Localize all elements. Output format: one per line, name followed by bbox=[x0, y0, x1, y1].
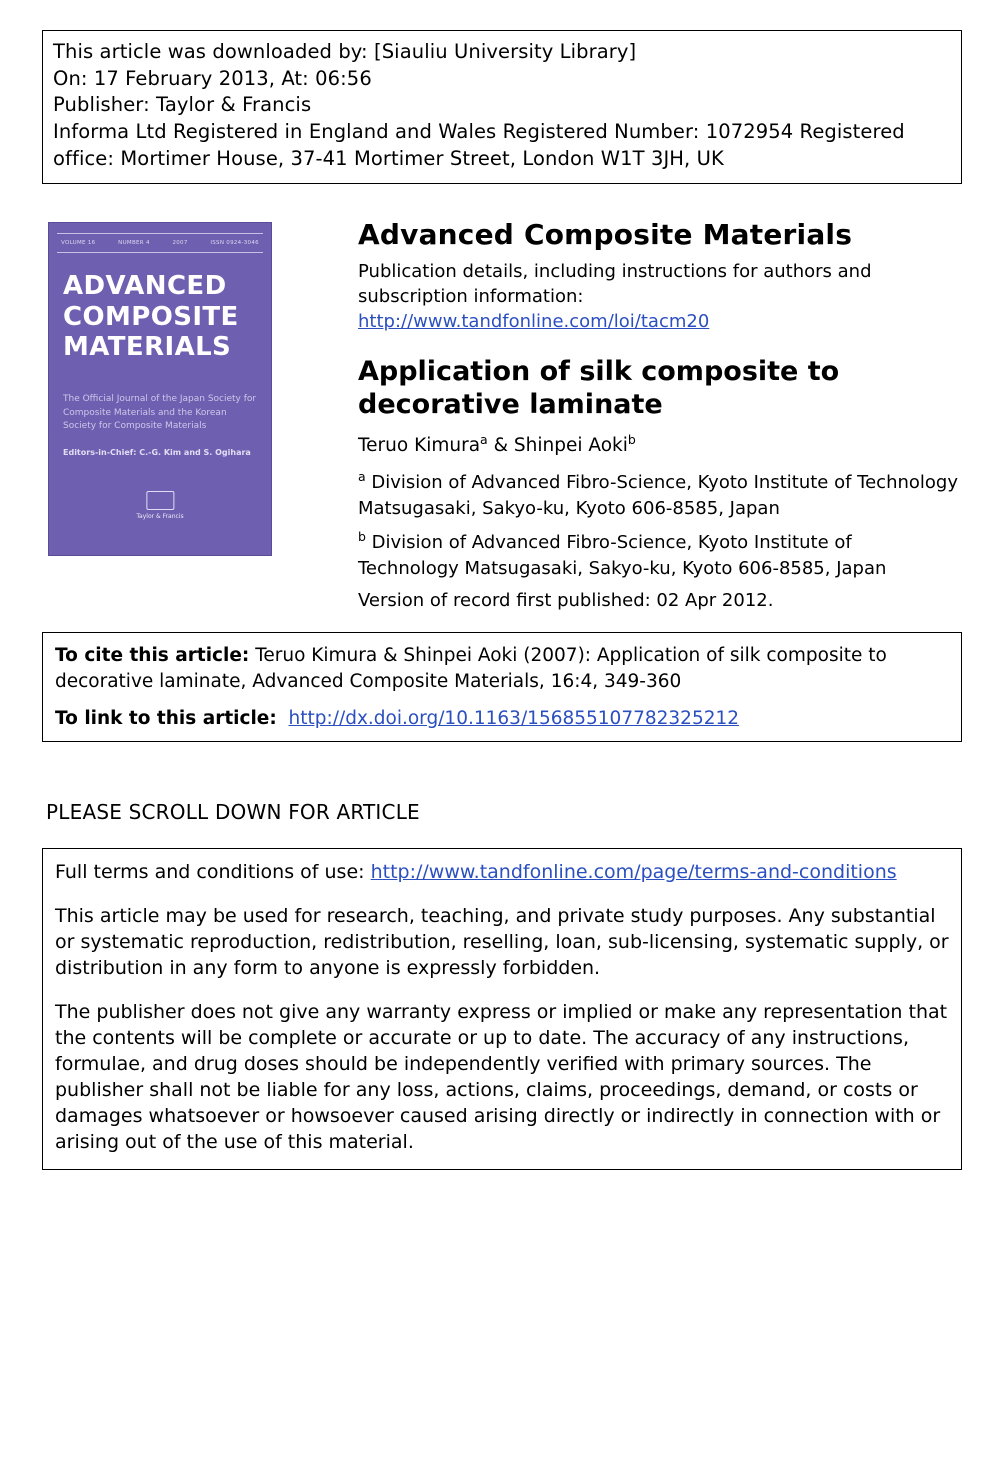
cover-publisher-logo bbox=[136, 491, 183, 521]
terms-paragraph-1: This article may be used for research, teaching, and private study purposes. Any substantial or systematic reproduction, redistribution, reselling, loan, sub-licensing, systematic supply, or distribution in any form to anyone is expressly forbidden. bbox=[55, 905, 949, 980]
cover-volume: VOLUME 16 bbox=[61, 240, 96, 246]
author-one-affiliation-marker: a bbox=[480, 432, 488, 448]
journal-name: Advanced Composite Materials bbox=[358, 218, 853, 251]
cover-masthead-bar bbox=[57, 233, 263, 253]
full-terms-label: Full terms and conditions of use: bbox=[55, 861, 371, 883]
cover-title-line-2: COMPOSITE bbox=[63, 301, 239, 332]
cite-this-article-text: Teruo Kimura & Shinpei Aoki (2007): Application of silk composite to decorative laminate, Advanced Composite Materials, 16:4, 349-360 bbox=[55, 645, 887, 692]
link-to-article bbox=[55, 708, 949, 729]
cite-this-article-label: To cite this article: bbox=[55, 645, 250, 666]
journal-homepage-link[interactable]: http://www.tandfonline.com/loi/tacm20 bbox=[358, 311, 710, 333]
affiliation-a-text: Division of Advanced Fibro-Science, Kyoto Institute of Technology Matsugasaki, Sakyo-ku, Kyoto 606-8585, Japan bbox=[358, 472, 958, 519]
affiliation-b bbox=[358, 528, 958, 581]
publication-details-line-2: subscription information: bbox=[358, 286, 584, 308]
publication-details bbox=[358, 259, 958, 335]
cover-editors: Editors-in-Chief: C.-G. Kim and S. Ogihara bbox=[63, 447, 251, 457]
affiliation-b-text: Division of Advanced Fibro-Science, Kyoto Institute of Technology Matsugasaki, Sakyo-ku, Kyoto 606-8585, Japan bbox=[358, 532, 887, 579]
affiliation-b-marker: b bbox=[358, 529, 366, 545]
cite-this-article bbox=[55, 643, 949, 694]
affiliation-a-marker: a bbox=[358, 469, 366, 485]
author-one: Teruo Kimura bbox=[358, 435, 481, 457]
full-terms-line bbox=[55, 859, 949, 885]
article-authors bbox=[358, 432, 958, 456]
version-of-record: Version of record first published: 02 Apr 2012. bbox=[358, 590, 774, 612]
terms-box bbox=[42, 848, 962, 1170]
cover-title-line-1: ADVANCED bbox=[63, 271, 227, 301]
cover-publisher-name: Taylor & Francis bbox=[136, 512, 184, 520]
link-to-article-label: To link to this article: bbox=[55, 708, 277, 730]
cover-subtitle: The Official Journal of the Japan Society for Composite Materials and the Korean Society for Composite Materials bbox=[63, 394, 257, 432]
author-two-affiliation-marker: b bbox=[627, 432, 636, 448]
download-info-line-3: Publisher: Taylor & Francis bbox=[53, 93, 312, 117]
journal-cover-image bbox=[48, 222, 272, 556]
journal-info-block bbox=[358, 218, 958, 614]
article-title: Application of silk composite to decorative laminate bbox=[358, 355, 840, 421]
affiliation-a bbox=[358, 468, 958, 521]
cover-number: NUMBER 4 bbox=[118, 240, 150, 246]
cover-issn: ISSN 0924-3046 bbox=[210, 240, 259, 246]
download-info-line-1: This article was downloaded by: [Siauliu University Library] bbox=[53, 40, 637, 63]
terms-paragraph-2: The publisher does not give any warranty express or implied or make any representation that the contents will be complete or accurate or up to date. The accuracy of any instructions, formulae, and drug doses should be independently verified with primary sources. The publisher shall not be liable for any loss, actions, claims, proceedings, demand, or costs or damages whatsoever or howsoever caused arising directly or indirectly in connection with or arising out of the use of this material. bbox=[55, 1001, 948, 1154]
cover-title-line-3: MATERIALS bbox=[63, 332, 232, 363]
citation-box bbox=[42, 632, 962, 742]
taylor-francis-mark-icon bbox=[146, 491, 174, 510]
download-info-line-4: Informa Ltd Registered in England and Wales Registered Number: 1072954 Registered office: Mortimer House, 37-41 Mortimer Street, London W1T 3JH, UK bbox=[53, 120, 905, 170]
cover-year: 2007 bbox=[172, 240, 188, 246]
authors-joiner: & Shinpei Aoki bbox=[487, 435, 628, 457]
download-info-line-2: On: 17 February 2013, At: 06:56 bbox=[53, 66, 372, 90]
download-info-box bbox=[42, 30, 962, 184]
doi-link[interactable]: http://dx.doi.org/10.1163/156855107782325212 bbox=[288, 708, 740, 730]
cover-title bbox=[63, 271, 271, 363]
publication-details-line-1: Publication details, including instructions for authors and bbox=[358, 261, 872, 282]
scroll-down-note: PLEASE SCROLL DOWN FOR ARTICLE bbox=[46, 800, 420, 824]
terms-and-conditions-link[interactable]: http://www.tandfonline.com/page/terms-and-conditions bbox=[370, 861, 897, 883]
